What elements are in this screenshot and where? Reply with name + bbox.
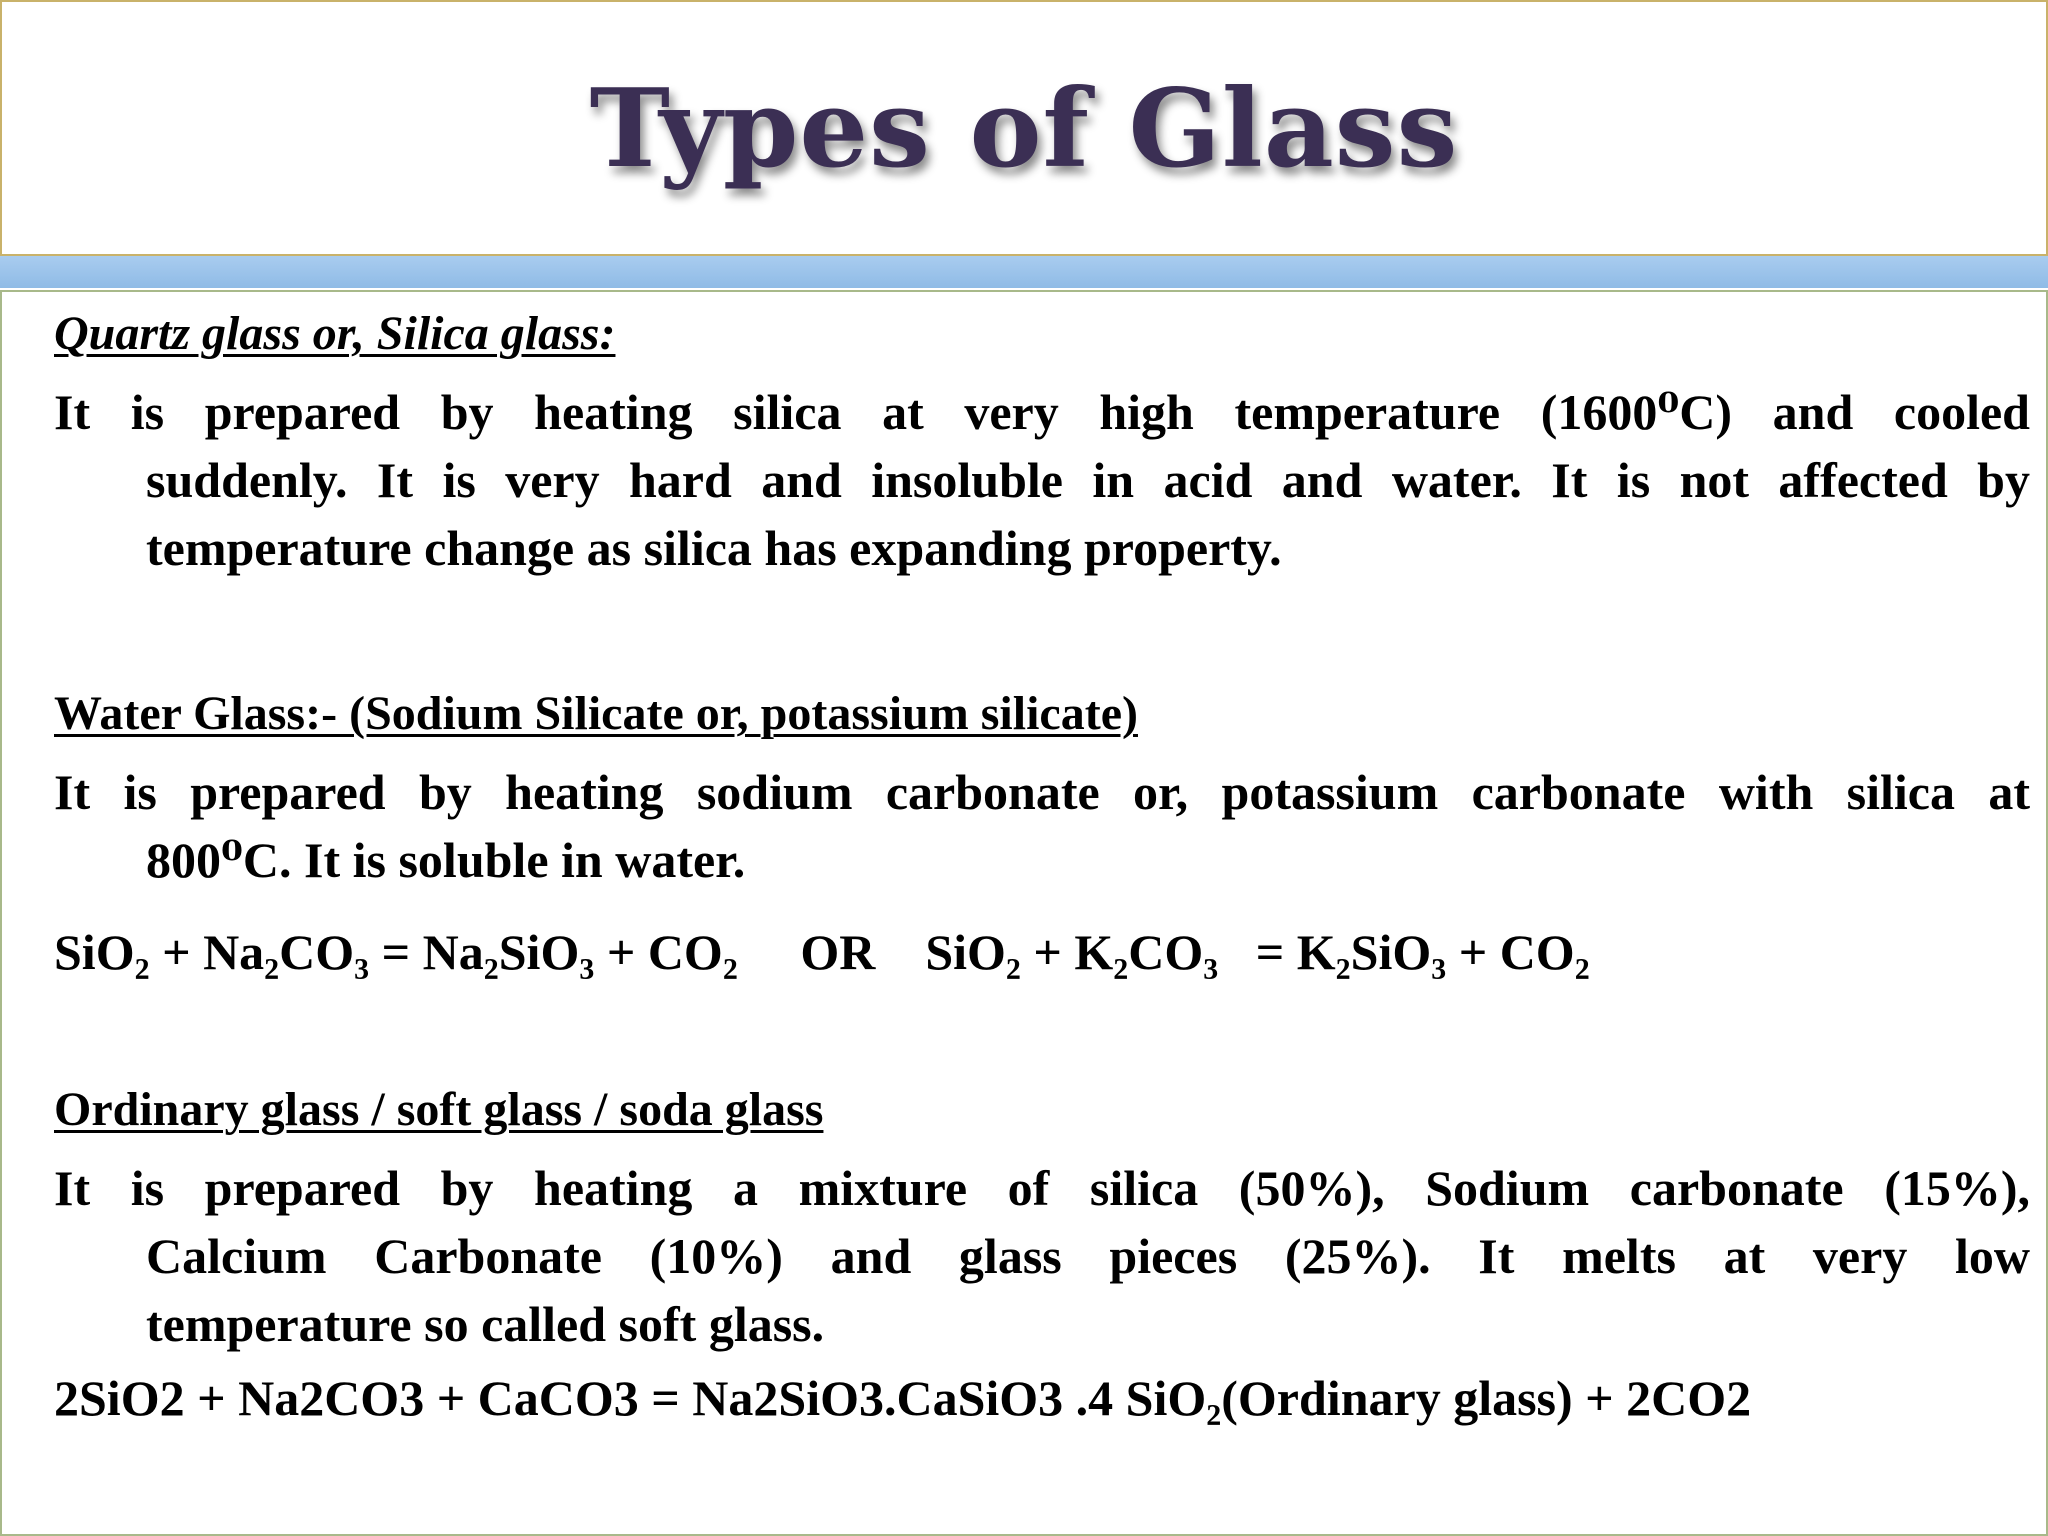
paragraph-line: Calcium Carbonate (10%) and glass pieces (25%). It melts at very low: [146, 1228, 2030, 1284]
paragraph-line: suddenly. It is very hard and insoluble in acid and water. It is not affected by: [146, 452, 2030, 508]
ordinary-glass-equation: 2SiO2 + Na2CO3 + CaCO3 = Na2SiO3.CaSiO3 .4 SiO₂(Ordinary glass) + 2CO2: [54, 1370, 1752, 1426]
section-heading-water-glass: Water Glass:- (Sodium Silicate or, potassium silicate): [54, 687, 1138, 740]
section-heading-quartz-glass: Quartz glass or, Silica glass:: [54, 307, 616, 360]
paragraph-line: It is prepared by heating a mixture of silica (50%), Sodium carbonate (15%),: [54, 1160, 2030, 1216]
paragraph-line: It is prepared by heating silica at very high temperature (1600⁰C) and cooled: [54, 384, 2030, 440]
section-paragraph-quartz-glass: [54, 378, 2030, 582]
divider-band: [0, 256, 2048, 288]
water-glass-equation: SiO₂ + Na₂CO₃ = Na₂SiO₃ + CO₂ OR SiO₂ + K₂CO₃ = K₂SiO₃ + CO₂: [54, 924, 1590, 980]
section-heading-ordinary-glass: Ordinary glass / soft glass / soda glass: [54, 1083, 824, 1136]
section-paragraph-ordinary-glass: [54, 1154, 2030, 1358]
section-paragraph-water-glass: [54, 758, 2030, 894]
paragraph-line: temperature change as silica has expanding property.: [146, 520, 1282, 576]
title-banner: [0, 0, 2048, 256]
slide-title: Types of Glass: [589, 66, 1459, 192]
paragraph-line: It is prepared by heating sodium carbonate or, potassium carbonate with silica at: [54, 764, 2030, 820]
paragraph-line: temperature so called soft glass.: [146, 1296, 825, 1352]
paragraph-line: 800⁰C. It is soluble in water.: [146, 832, 746, 888]
content-panel: [0, 290, 2048, 1536]
